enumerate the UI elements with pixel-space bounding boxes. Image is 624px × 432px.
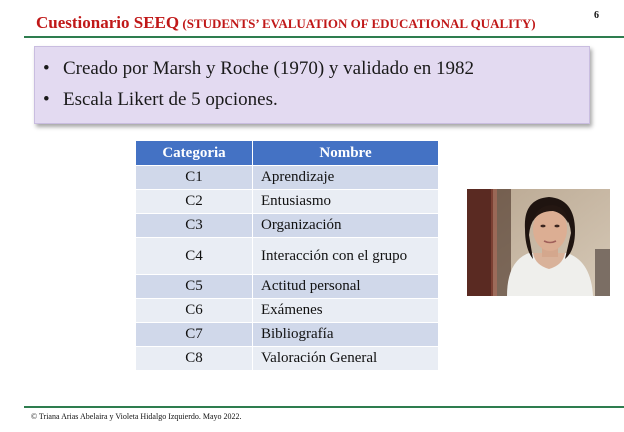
title-divider xyxy=(24,36,624,38)
name-cell: Organización xyxy=(253,214,439,238)
header-categoria: Categoria xyxy=(136,141,253,166)
table-row xyxy=(136,275,439,299)
presenter-image xyxy=(467,189,610,296)
category-cell: C8 xyxy=(136,347,253,371)
name-cell: Actitud personal xyxy=(253,275,439,299)
category-cell: C6 xyxy=(136,299,253,323)
bullet-icon: • xyxy=(43,58,50,79)
slide-title-main: Cuestionario SEEQ xyxy=(36,13,180,32)
name-cell: Interacción con el grupo xyxy=(253,238,439,275)
categories-table xyxy=(135,140,439,371)
category-cell: C7 xyxy=(136,323,253,347)
table-row xyxy=(136,214,439,238)
name-cell: Valoración General xyxy=(253,347,439,371)
table-row xyxy=(136,166,439,190)
bullet-box xyxy=(34,46,590,124)
category-cell: C1 xyxy=(136,166,253,190)
bullet-item xyxy=(43,53,589,84)
table-row xyxy=(136,347,439,371)
table-row xyxy=(136,190,439,214)
footer-divider xyxy=(24,406,624,408)
category-cell: C4 xyxy=(136,238,253,275)
page-number: 6 xyxy=(594,10,599,21)
name-cell: Bibliografía xyxy=(253,323,439,347)
header-nombre: Nombre xyxy=(253,141,439,166)
category-cell: C3 xyxy=(136,214,253,238)
presenter-video xyxy=(467,189,610,296)
bullet-icon: • xyxy=(43,89,50,110)
name-cell: Aprendizaje xyxy=(253,166,439,190)
bullet-text: Creado por Marsh y Roche (1970) y validado en 1982 xyxy=(63,58,475,79)
table-row xyxy=(136,299,439,323)
bullet-item xyxy=(43,84,589,115)
name-cell: Entusiasmo xyxy=(253,190,439,214)
slide-title-sub: (STUDENTS’ EVALUATION OF EDUCATIONAL QUALITY) xyxy=(179,16,536,31)
table-row xyxy=(136,323,439,347)
footer-copyright: © Triana Arias Abelaira y Violeta Hidalgo Izquierdo. Mayo 2022. xyxy=(31,412,242,421)
table-header-row xyxy=(136,141,439,166)
bullet-text: Escala Likert de 5 opciones. xyxy=(63,89,278,110)
category-cell: C5 xyxy=(136,275,253,299)
name-cell: Exámenes xyxy=(253,299,439,323)
slide-title xyxy=(36,13,536,33)
table-row xyxy=(136,238,439,275)
category-cell: C2 xyxy=(136,190,253,214)
